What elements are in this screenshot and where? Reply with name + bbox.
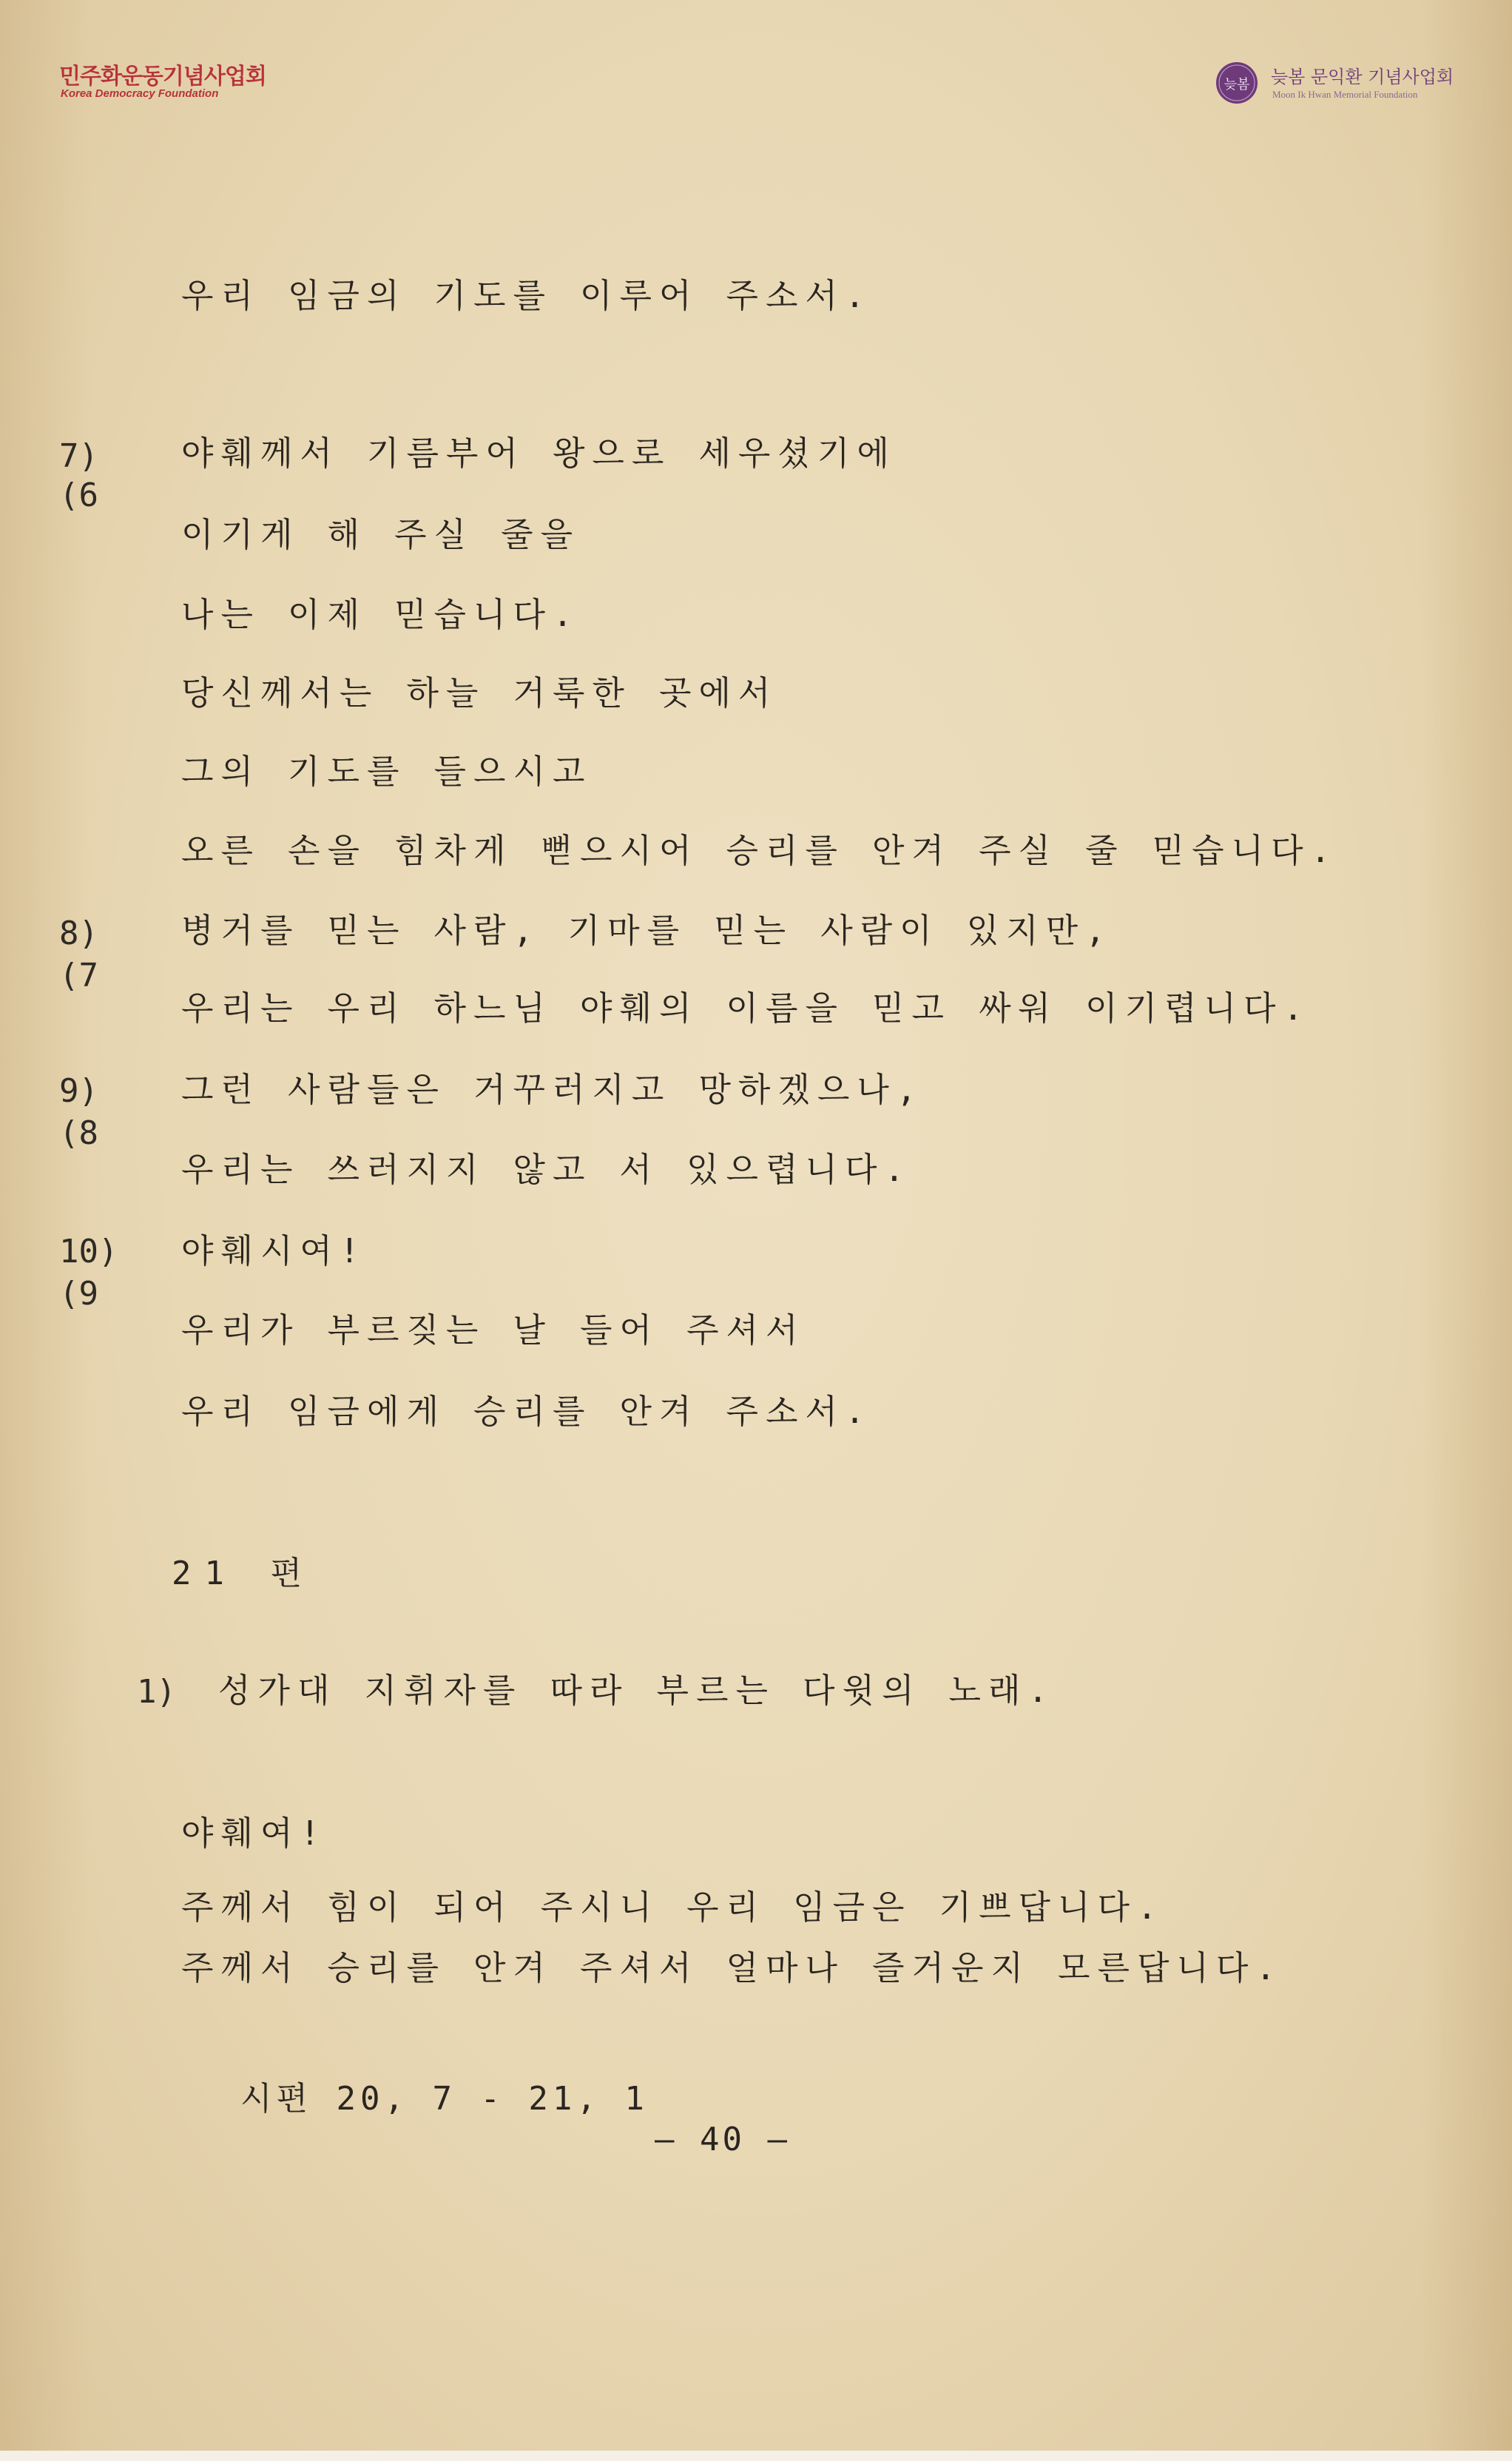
verse-alt-number: (9	[59, 1275, 98, 1313]
page-number: — 40 —	[655, 2121, 790, 2158]
korea-democracy-foundation-logo	[59, 58, 281, 110]
text-line: 야훼께서 기름부어 왕으로 세우셨기에	[181, 434, 897, 473]
text-line: 오른 손을 힘차게 뻗으시어 승리를 안겨 주실 줄 믿습니다.	[181, 831, 1338, 870]
section-heading: 21 편	[172, 1555, 315, 1592]
text-line: 우리 임금에게 승리를 안겨 주소서.	[181, 1392, 873, 1431]
verse-number: 10)	[59, 1233, 118, 1270]
text-line: 우리가 부르짖는 날 들어 주셔서	[181, 1310, 806, 1350]
verse-number: 1)	[137, 1673, 176, 1711]
text-line: 그런 사람들은 거꾸러지고 망하겠으나,	[181, 1070, 924, 1109]
text-line: 주께서 승리를 안겨 주셔서 얼마나 즐거운지 모른답니다.	[181, 1948, 1283, 1987]
text-line: 병거를 믿는 사람, 기마를 믿는 사람이 있지만,	[181, 911, 1113, 950]
logo-right-english: Moon Ik Hwan Memorial Foundation	[1272, 89, 1418, 100]
text-line: 이기게 해 주실 줄을	[181, 515, 581, 554]
verse-number: 7)	[59, 437, 98, 475]
verse-number: 8)	[59, 915, 98, 952]
logo-left-korean: 민주화운동기념사업회	[59, 64, 266, 90]
verse-alt-number: (6	[59, 477, 98, 514]
verse-alt-number: (8	[59, 1114, 98, 1152]
text-line: 우리 임금의 기도를 이루어 주소서.	[181, 276, 873, 315]
logo-right-korean: 늦봄 문익환 기념사업회	[1271, 67, 1454, 87]
text-line: 우리는 우리 하느님 야훼의 이름을 믿고 싸워 이기렵니다.	[181, 989, 1311, 1028]
text-line: 당신께서는 하늘 거룩한 곳에서	[181, 673, 778, 713]
text-line: 나는 이제 믿습니다.	[181, 595, 581, 634]
logo-left-english: Korea Democracy Foundation	[61, 87, 219, 100]
text-line: 우리는 쓰러지지 않고 서 있으렵니다.	[181, 1150, 912, 1189]
seal-icon	[1215, 61, 1259, 105]
svg-text:늦봄: 늦봄	[1224, 77, 1250, 92]
text-line: 야훼여!	[181, 1814, 328, 1853]
scan-edge	[0, 2451, 1512, 2461]
text-line: 야훼시여!	[181, 1231, 367, 1270]
text-line: 그의 기도를 들으시고	[181, 752, 593, 791]
text-line: 성가대 지휘자를 따라 부르는 다윗의 노래.	[218, 1671, 1056, 1710]
verse-number: 9)	[59, 1072, 98, 1110]
verse-alt-number: (7	[59, 957, 98, 994]
source-citation: 시편 20, 7 - 21, 1	[240, 2080, 649, 2118]
moon-ik-hwan-foundation-logo	[1215, 58, 1459, 110]
text-line: 주께서 힘이 되어 주시니 우리 임금은 기쁘답니다.	[181, 1888, 1165, 1927]
